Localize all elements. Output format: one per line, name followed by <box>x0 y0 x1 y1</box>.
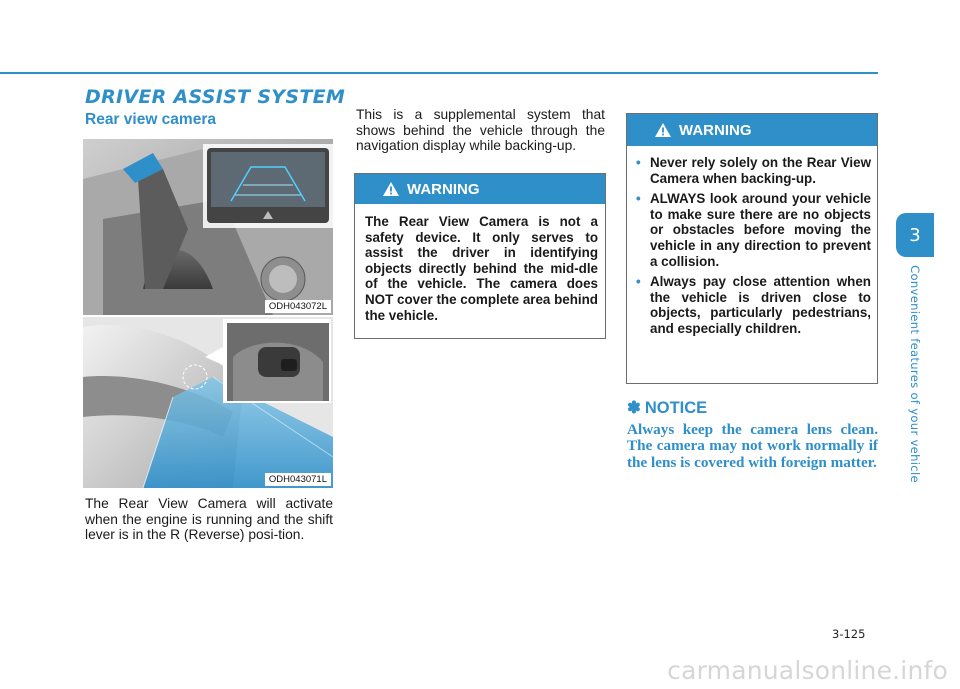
warning-triangle-icon <box>655 123 671 137</box>
watermark: carmanualsonline.info <box>667 656 948 685</box>
notice-text: Always keep the camera lens clean. The camera may not work normally if the lens is covered with foreign matter. <box>627 421 878 471</box>
chapter-title: Convenient features of your vehicle <box>908 265 922 483</box>
figure-rear-camera <box>83 317 333 488</box>
warning-list <box>627 146 877 337</box>
figure-code: ODH043071L <box>265 473 331 486</box>
bullet-icon: • <box>636 191 641 207</box>
warning-triangle-icon <box>383 182 399 196</box>
notice-asterisk-icon: ✽ <box>627 399 641 417</box>
warning-label: WARNING <box>407 180 480 198</box>
rear-camera-illustration <box>83 317 333 488</box>
header-rule <box>0 72 878 74</box>
warning-list-item: • Always pay close attention when the vehicle is driven close to objects, particularly pedestrians, and especially children. <box>636 274 871 336</box>
bullet-icon: • <box>636 155 641 170</box>
warning-box <box>626 113 878 384</box>
warning-header <box>355 174 605 204</box>
bullet-icon: • <box>636 274 641 290</box>
warning-list-item: • Never rely solely on the Rear View Camera when backing-up. <box>636 155 871 186</box>
notice-label: NOTICE <box>644 399 708 417</box>
section-title: DRIVER ASSIST SYSTEM <box>85 86 346 108</box>
warning-label: WARNING <box>679 121 752 139</box>
warning-text: The Rear View Camera is not a safety device. It only serves to assist the driver in identifying objects directly behind the mid-dle of the vehicle. The camera does NOT cover the complete area behind the vehicle. <box>365 214 598 323</box>
warning-list-item: • ALWAYS look around your vehicle to make sure there are no objects or obstacles before moving the vehicle in any direction to prevent a collision. <box>636 191 871 269</box>
chapter-tab[interactable]: 3 <box>896 213 934 257</box>
shift-lever-illustration <box>83 139 333 315</box>
warning-header <box>627 114 877 146</box>
page-number: 3-125 <box>832 627 866 641</box>
subsection-title: Rear view camera <box>85 111 216 128</box>
figure-shift-lever <box>83 139 333 315</box>
figure-code: ODH043072L <box>265 300 331 313</box>
column2-paragraph: This is a supplemental system that shows behind the vehicle through the navigation display while backing-up. <box>356 107 605 153</box>
column1-paragraph: The Rear View Camera will activate when the engine is running and the shift lever is in the R (Reverse) posi-tion. <box>85 496 333 542</box>
warning-box <box>354 173 606 339</box>
notice-title <box>627 398 707 418</box>
